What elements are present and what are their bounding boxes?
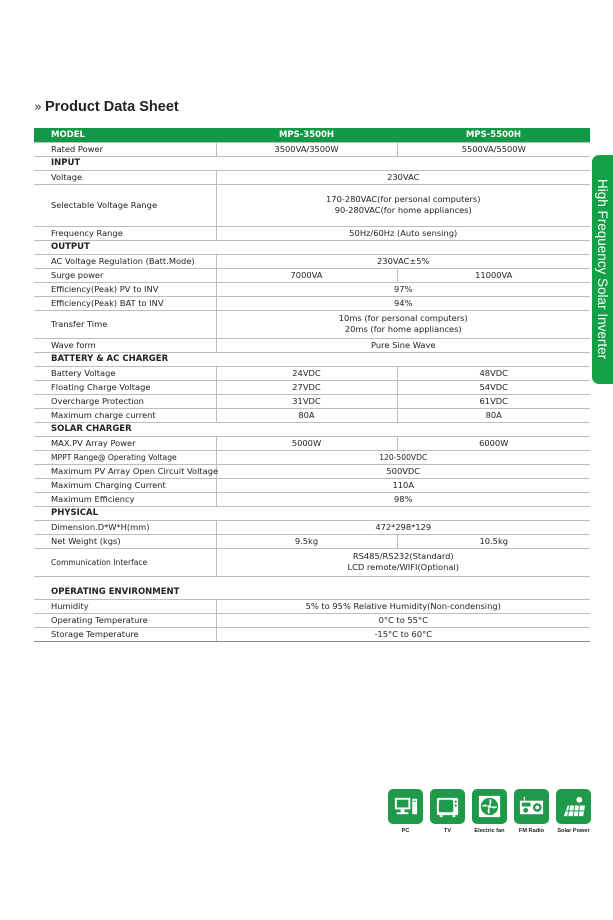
row-label: Storage Temperature xyxy=(34,627,216,641)
app-tv xyxy=(430,789,465,834)
row-value xyxy=(216,310,590,338)
solar-panel-icon xyxy=(556,789,591,824)
row-value: 500VDC xyxy=(216,464,590,478)
row-value-a: 31VDC xyxy=(216,394,397,408)
row-label: Efficiency(Peak) BAT to INV xyxy=(34,296,216,310)
row-value-line1: 10ms (for personal computers) xyxy=(338,313,468,323)
spec-table xyxy=(34,128,590,642)
row-value-b: 80A xyxy=(397,408,590,422)
table-row xyxy=(34,464,590,478)
table-row xyxy=(34,366,590,380)
table-row xyxy=(34,282,590,296)
section-heading-solar: SOLAR CHARGER xyxy=(34,422,590,436)
page-heading xyxy=(34,99,179,115)
table-row xyxy=(34,492,590,506)
table-row xyxy=(34,296,590,310)
row-label: Maximum Efficiency xyxy=(34,492,216,506)
tv-icon xyxy=(430,789,465,824)
row-label: Efficiency(Peak) PV to INV xyxy=(34,282,216,296)
row-label: Surge power xyxy=(34,268,216,282)
table-row xyxy=(34,170,590,184)
row-value: 97% xyxy=(216,282,590,296)
table-row xyxy=(34,520,590,534)
side-tab xyxy=(592,155,613,384)
row-value-a: 5000W xyxy=(216,436,397,450)
table-row xyxy=(34,613,590,627)
table-header-row xyxy=(34,128,590,142)
app-label: PC xyxy=(401,828,410,834)
table-row xyxy=(34,450,590,464)
radio-icon xyxy=(514,789,549,824)
row-label: Transfer Time xyxy=(34,310,216,338)
row-value xyxy=(216,548,590,576)
row-label: Humidity xyxy=(34,599,216,613)
section-heading-battery: BATTERY & AC CHARGER xyxy=(34,352,590,366)
row-value-a: 3500VA/3500W xyxy=(216,142,397,156)
row-value: 94% xyxy=(216,296,590,310)
table-row xyxy=(34,380,590,394)
app-label: Electric fan xyxy=(474,828,505,834)
chevron-icon: » xyxy=(34,99,39,115)
row-label: Voltage xyxy=(34,170,216,184)
row-label: MPPT Range@ Operating Voltage xyxy=(34,450,216,464)
app-label: Solar Power xyxy=(557,828,590,834)
table-row xyxy=(34,599,590,613)
row-value: 110A xyxy=(216,478,590,492)
section-heading-output: OUTPUT xyxy=(34,240,590,254)
row-value: -15°C to 60°C xyxy=(216,627,590,641)
row-value: 98% xyxy=(216,492,590,506)
table-row xyxy=(34,338,590,352)
table-row xyxy=(34,478,590,492)
table-row xyxy=(34,268,590,282)
row-value-line1: RS485/RS232(Standard) xyxy=(352,551,454,561)
table-row xyxy=(34,394,590,408)
row-label: Rated Power xyxy=(34,142,216,156)
row-label: AC Voltage Regulation (Batt.Mode) xyxy=(34,254,216,268)
row-value: Pure Sine Wave xyxy=(216,338,590,352)
app-label: FM Radio xyxy=(518,828,545,834)
table-row xyxy=(34,184,590,226)
row-value: 0°C to 55°C xyxy=(216,613,590,627)
side-tab-label: High Frequency Solar Inverter xyxy=(595,179,610,360)
table-row xyxy=(34,548,590,576)
row-value-line1: 170-280VAC(for personal computers) xyxy=(326,194,481,204)
row-label: Battery Voltage xyxy=(34,366,216,380)
table-row xyxy=(34,436,590,450)
row-label: Maximum charge current xyxy=(34,408,216,422)
page-title: Product Data Sheet xyxy=(44,99,179,115)
row-value-b: 5500VA/5500W xyxy=(397,142,590,156)
row-value xyxy=(216,184,590,226)
application-icons xyxy=(388,789,598,834)
row-value-line2: 20ms (for home appliances) xyxy=(344,324,462,334)
table-row xyxy=(34,534,590,548)
row-label: Dimension.D*W*H(mm) xyxy=(34,520,216,534)
row-label: Floating Charge Voltage xyxy=(34,380,216,394)
row-value-a: 9.5kg xyxy=(216,534,397,548)
row-value-a: 24VDC xyxy=(216,366,397,380)
section-heading-physical: PHYSICAL xyxy=(34,506,590,520)
row-label: Operating Temperature xyxy=(34,613,216,627)
row-label: Selectable Voltage Range xyxy=(34,184,216,226)
row-label: Maximum PV Array Open Circuit Voltage xyxy=(34,464,216,478)
row-label: Frequency Range xyxy=(34,226,216,240)
row-value: 230VAC xyxy=(216,170,590,184)
app-pc xyxy=(388,789,423,834)
section-heading-input: INPUT xyxy=(34,156,590,170)
row-label: MAX.PV Array Power xyxy=(34,436,216,450)
row-value-b: 61VDC xyxy=(397,394,590,408)
row-value: 472*298*129 xyxy=(216,520,590,534)
app-solar xyxy=(556,789,591,834)
row-label: Communication Interface xyxy=(34,548,216,576)
table-row xyxy=(34,254,590,268)
row-value-b: 10.5kg xyxy=(397,534,590,548)
row-value-b: 6000W xyxy=(397,436,590,450)
pc-icon xyxy=(388,789,423,824)
row-value: 50Hz/60Hz (Auto sensing) xyxy=(216,226,590,240)
model-a: MPS-3500H xyxy=(216,128,397,142)
app-radio xyxy=(514,789,549,834)
table-row xyxy=(34,627,590,641)
section-heading-environment: OPERATING ENVIRONMENT xyxy=(51,586,180,597)
row-value-b: 54VDC xyxy=(397,380,590,394)
row-label: Net Weight (kgs) xyxy=(34,534,216,548)
row-value-line2: 90-280VAC(for home appliances) xyxy=(334,205,472,215)
table-row xyxy=(34,310,590,338)
table-row xyxy=(34,142,590,156)
row-value: 120-500VDC xyxy=(216,450,590,464)
table-row xyxy=(34,408,590,422)
row-value-a: 80A xyxy=(216,408,397,422)
row-value-line2: LCD remote/WIFI(Optional) xyxy=(347,562,459,572)
fan-icon xyxy=(472,789,507,824)
row-value-a: 7000VA xyxy=(216,268,397,282)
model-label: MODEL xyxy=(34,128,216,142)
spacer-row xyxy=(34,576,590,585)
model-b: MPS-5500H xyxy=(397,128,590,142)
app-label: TV xyxy=(443,828,452,834)
row-value: 230VAC±5% xyxy=(216,254,590,268)
row-label: Maximum Charging Current xyxy=(34,478,216,492)
row-value-b: 11000VA xyxy=(397,268,590,282)
app-fan xyxy=(472,789,507,834)
row-value-b: 48VDC xyxy=(397,366,590,380)
row-value: 5% to 95% Relative Humidity(Non-condensing) xyxy=(216,599,590,613)
row-value-a: 27VDC xyxy=(216,380,397,394)
table-row xyxy=(34,226,590,240)
row-label: Wave form xyxy=(34,338,216,352)
row-label: Overcharge Protection xyxy=(34,394,216,408)
